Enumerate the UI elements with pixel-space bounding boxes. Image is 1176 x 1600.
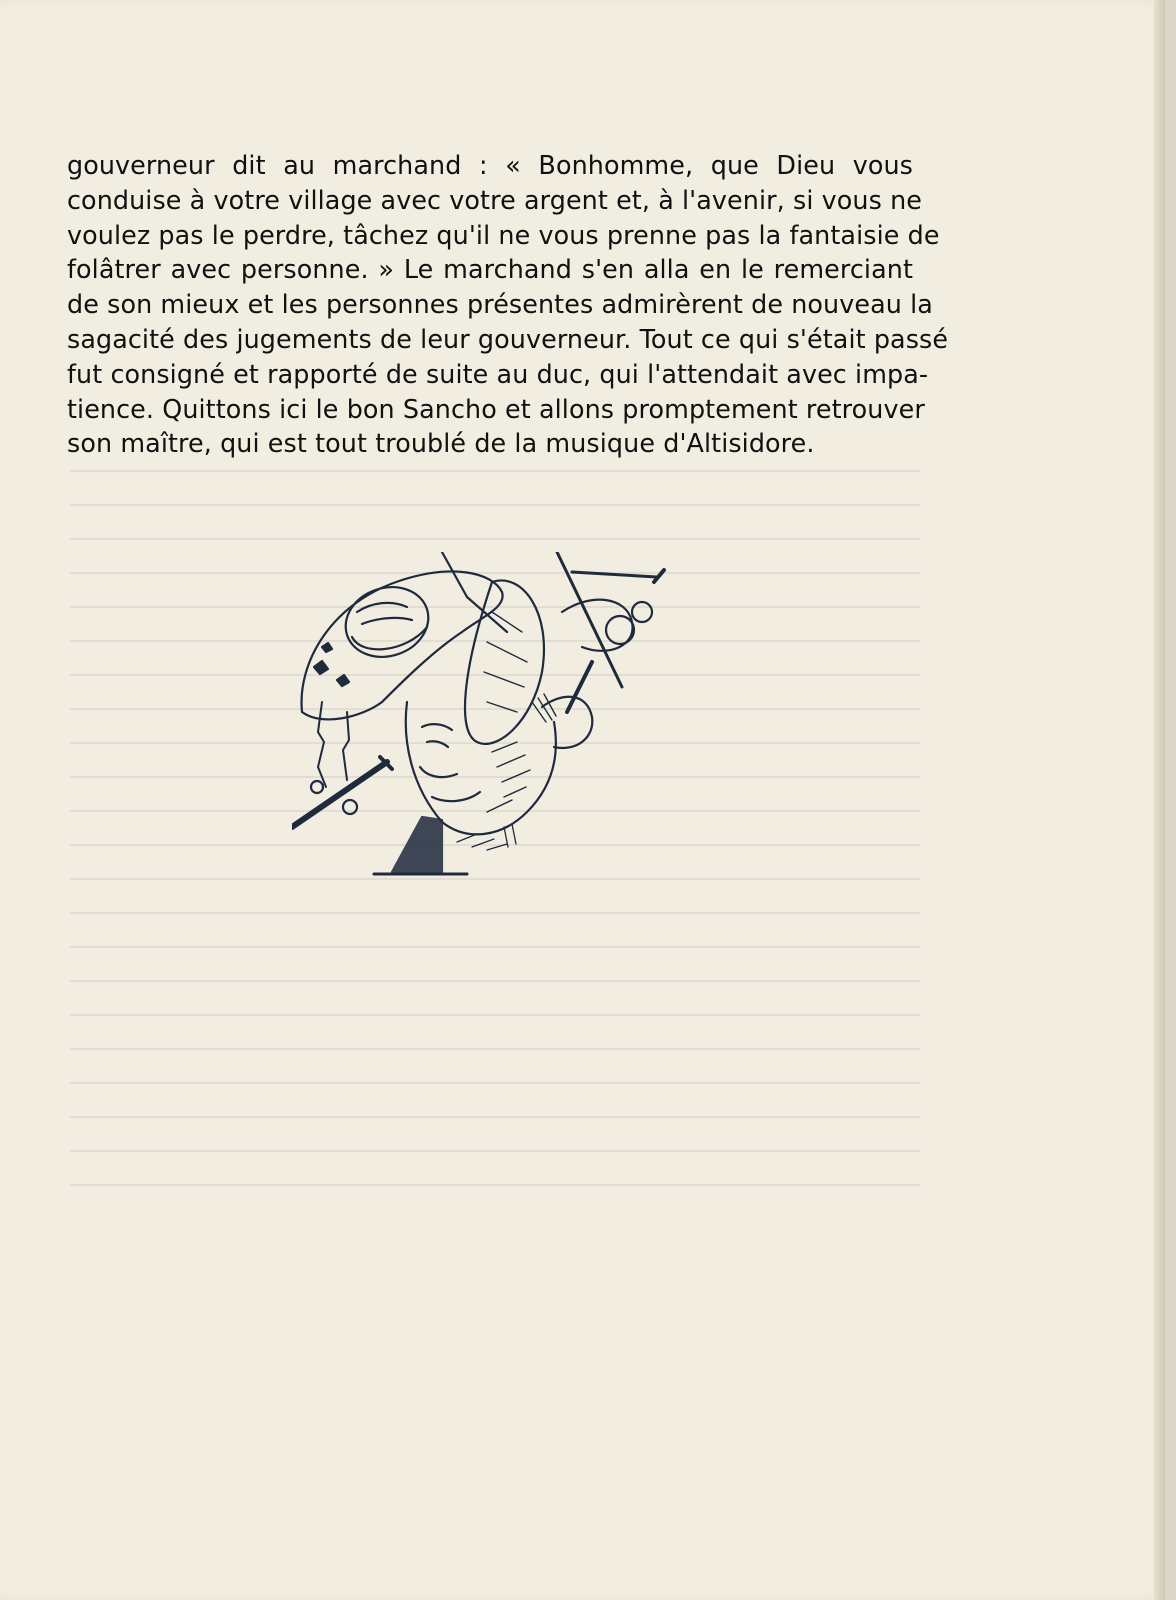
- text-line: sagacité des jugements de leur gouverneur. Tout ce qui s'était passé: [67, 323, 949, 354]
- sancho-head-with-hat-and-instrument-icon: [292, 552, 682, 882]
- text-line: voulez pas le perdre, tâchez qu'il ne vous prenne pas la fantaisie de: [67, 219, 940, 250]
- text-line: fut consigné et rapporté de suite au duc, qui l'attendait avec impa-: [67, 358, 929, 389]
- body-paragraph: [67, 148, 949, 461]
- text-line: de son mieux et les personnes présentes admirèrent de nouveau la: [67, 289, 933, 320]
- text-line: son maître, qui est tout troublé de la musique d'Altisidore.: [67, 428, 815, 459]
- text-line: folâtrer avec personne. » Le marchand s'en alla en le remerciant: [67, 254, 913, 285]
- text-line: gouverneur dit au marchand : « Bonhomme, que Dieu vous: [67, 150, 913, 180]
- page-edge: [1154, 0, 1165, 1600]
- text-line: tience. Quittons ici le bon Sancho et allons promptement retrouver: [67, 393, 925, 424]
- text-line: conduise à votre village avec votre argent et, à l'avenir, si vous ne: [67, 184, 923, 215]
